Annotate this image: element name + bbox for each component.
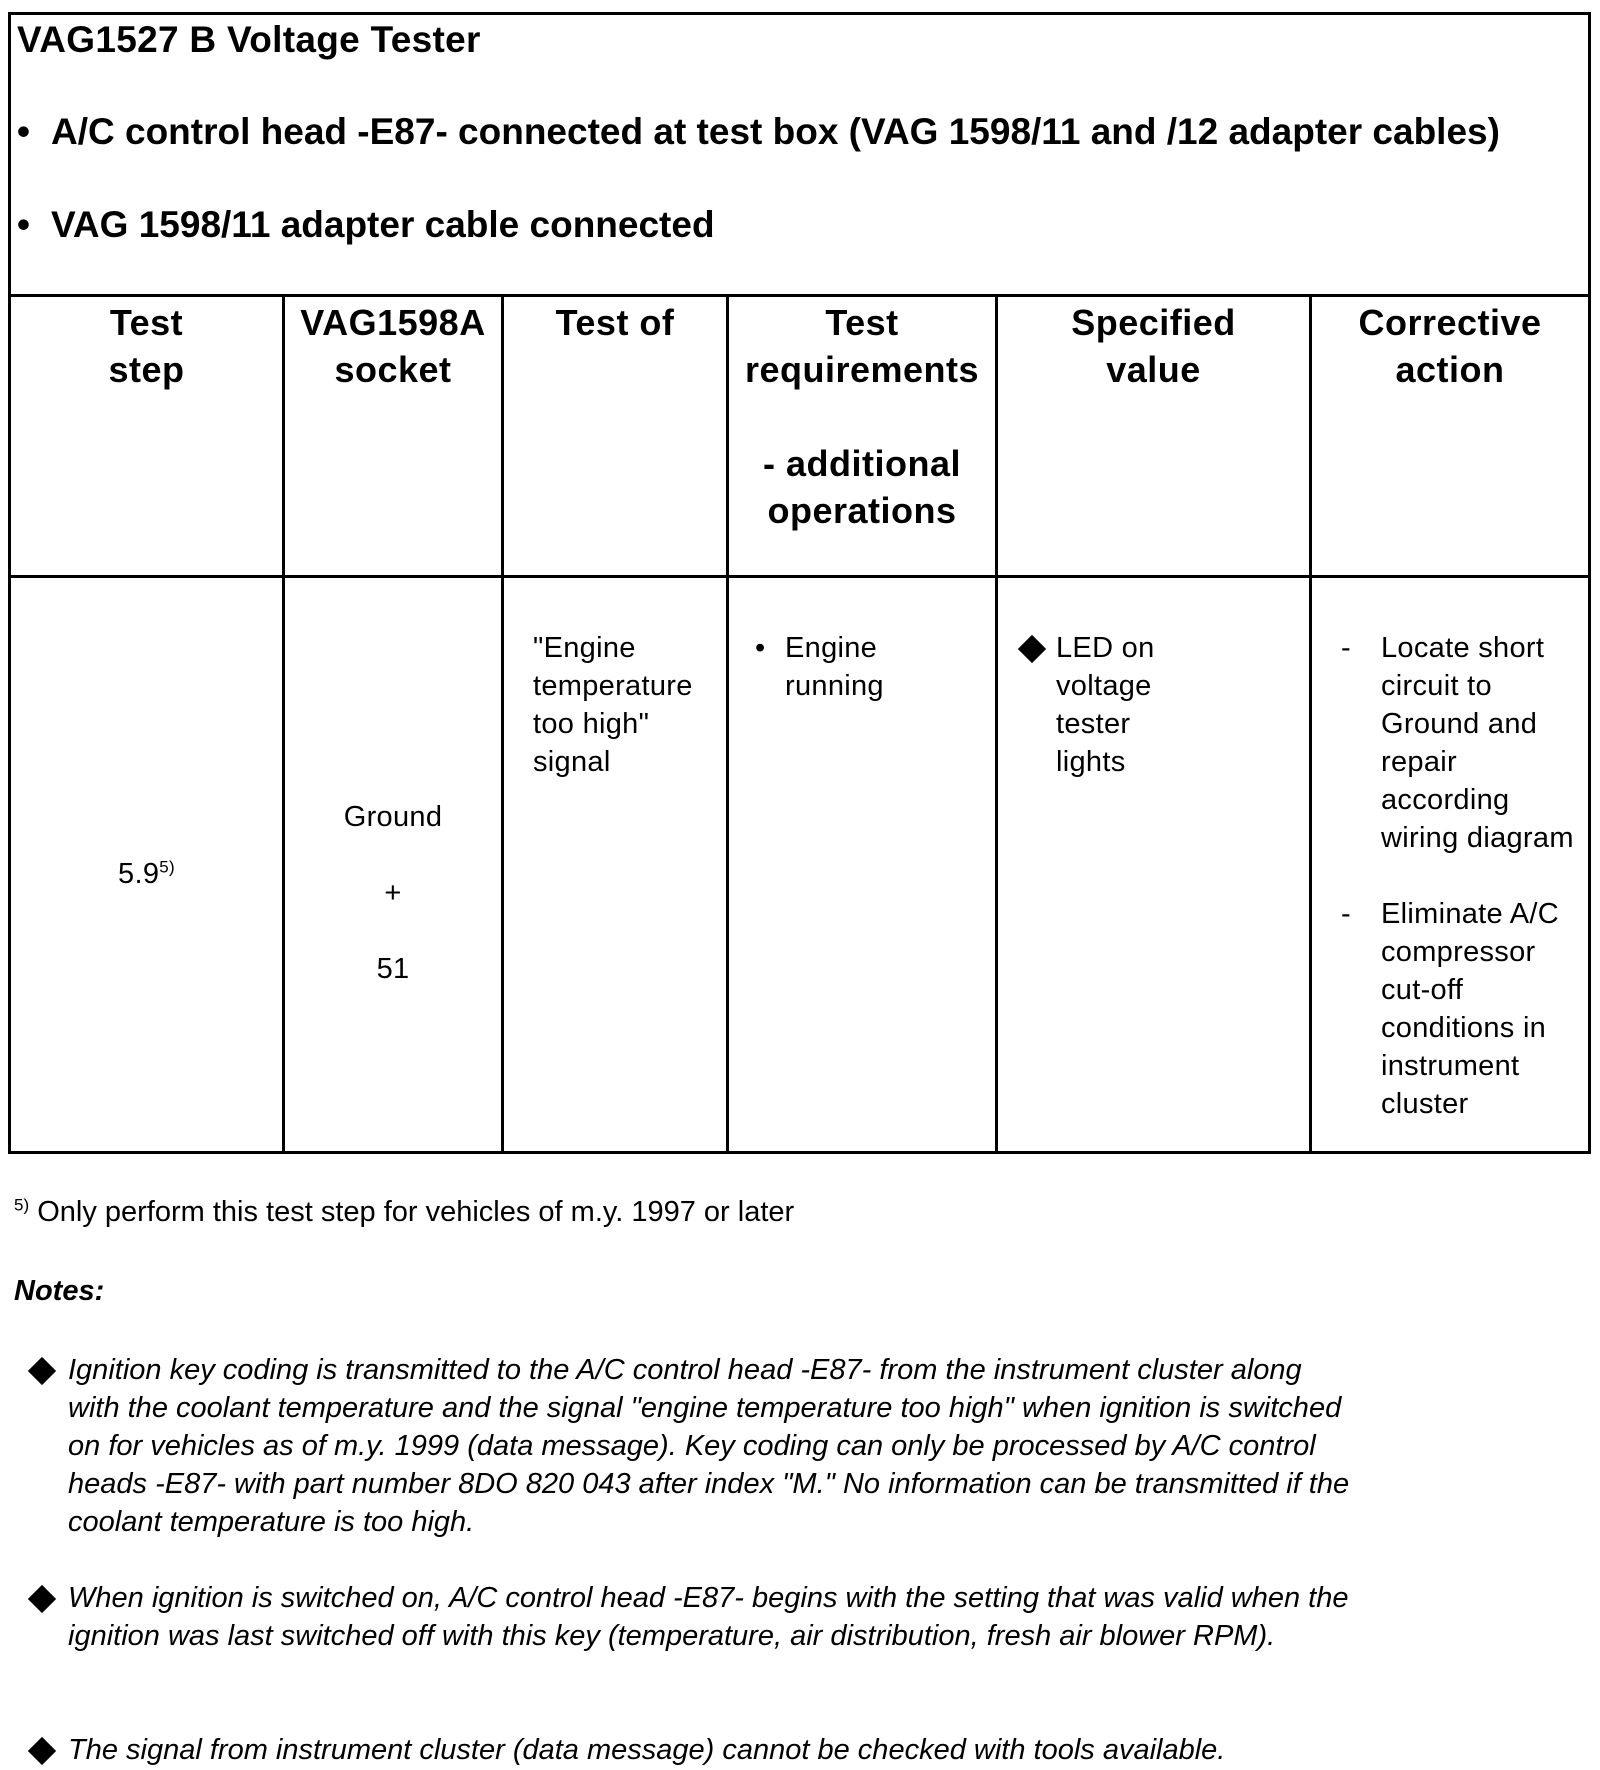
column-header-specified-value bbox=[998, 299, 1309, 393]
header-subtitle bbox=[729, 440, 995, 534]
header-line: socket bbox=[334, 349, 452, 390]
corrective-line: Eliminate A/C bbox=[1381, 898, 1559, 930]
bullet-icon: • bbox=[755, 632, 766, 664]
column-divider bbox=[282, 297, 285, 1151]
cell-requirements bbox=[755, 629, 991, 705]
note-item bbox=[30, 1579, 1360, 1655]
cell-socket bbox=[285, 779, 501, 1007]
diamond-bullet-icon bbox=[1018, 635, 1046, 663]
column-header-corrective-action bbox=[1312, 299, 1588, 393]
specified-item bbox=[1019, 629, 1305, 781]
corrective-line: Locate short bbox=[1381, 632, 1545, 664]
cell-corrective-action bbox=[1341, 629, 1591, 1123]
corrective-line: cut-off bbox=[1381, 974, 1464, 1006]
header-line: - additional bbox=[763, 443, 961, 484]
header-line: operations bbox=[767, 490, 957, 531]
header-line: action bbox=[1395, 349, 1505, 390]
footnote bbox=[14, 1196, 794, 1229]
specified-line: tester bbox=[1056, 708, 1131, 740]
header-line: Test bbox=[109, 302, 184, 343]
bullet-icon: • bbox=[17, 204, 30, 245]
header-line: requirements bbox=[744, 349, 980, 390]
corrective-line: cluster bbox=[1381, 1088, 1469, 1120]
test-table bbox=[11, 297, 1588, 1151]
socket-line: 51 bbox=[376, 953, 410, 985]
test-table-frame bbox=[8, 12, 1591, 1154]
cell-specified-value bbox=[1019, 629, 1305, 781]
test-of-line: signal bbox=[533, 746, 611, 778]
column-divider bbox=[995, 297, 998, 1151]
footnote-text: Only perform this test step for vehicles of m.y. 1997 or later bbox=[37, 1196, 795, 1228]
note-text: The signal from instrument cluster (data message) cannot be checked with tools available. bbox=[68, 1734, 1226, 1766]
test-of-line: "Engine bbox=[533, 632, 636, 664]
column-header-test-of bbox=[504, 299, 726, 346]
corrective-line: Ground and bbox=[1381, 708, 1538, 740]
requirement-line: running bbox=[785, 670, 884, 702]
test-of-line: too high" bbox=[533, 708, 650, 740]
column-header-socket bbox=[285, 299, 501, 393]
corrective-line: according bbox=[1381, 784, 1510, 816]
column-divider bbox=[1309, 297, 1312, 1151]
header-bullet-text: A/C control head -E87- connected at test box (VAG 1598/11 and /12 adapter cables) bbox=[51, 111, 1500, 152]
column-header-requirements bbox=[729, 299, 995, 534]
bullet-icon: • bbox=[17, 111, 30, 152]
note-item bbox=[30, 1731, 1360, 1769]
corrective-line: repair bbox=[1381, 746, 1457, 778]
header-line: Specified bbox=[1071, 302, 1236, 343]
requirement-item bbox=[755, 629, 991, 705]
header-line: Test bbox=[825, 302, 899, 343]
specified-line: lights bbox=[1056, 746, 1126, 778]
test-step-number: 5.9 bbox=[118, 858, 160, 890]
socket-line: Ground bbox=[343, 801, 443, 833]
notes-title: Notes: bbox=[14, 1275, 105, 1307]
cell-test-step bbox=[11, 855, 282, 893]
header-line: step bbox=[108, 349, 185, 390]
specified-line: LED on bbox=[1056, 632, 1155, 664]
header-row-divider bbox=[11, 575, 1588, 578]
note-text: Ignition key coding is transmitted to the A/C control head -E87- from the instrument cluster along with the coolant temperature and the signal "engine temperature too high" when ignition is switched on for vehicles as of m.y. 1999 (data message). Key coding can only be processed by A/C control heads -E87- with part number 8DO 820 043 after index "M." No information can be transmitted if the coolant temperature is too high. bbox=[68, 1354, 1350, 1538]
diamond-bullet-icon bbox=[28, 1737, 56, 1765]
header-bullet-1 bbox=[17, 111, 1500, 153]
header-bullet-2 bbox=[17, 204, 715, 246]
header-line: Corrective bbox=[1358, 302, 1542, 343]
corrective-line: circuit to bbox=[1381, 670, 1492, 702]
header-line: value bbox=[1106, 349, 1201, 390]
column-divider bbox=[501, 297, 504, 1151]
diamond-bullet-icon bbox=[28, 1357, 56, 1385]
tester-title: VAG1527 B Voltage Tester bbox=[17, 19, 481, 60]
dash-icon: - bbox=[1341, 632, 1351, 664]
note-text: When ignition is switched on, A/C control head -E87- begins with the setting that was valid when the ignition was last switched off with this key (temperature, air distribution, fresh air blower RPM). bbox=[68, 1582, 1349, 1652]
corrective-line: instrument bbox=[1381, 1050, 1520, 1082]
corrective-item bbox=[1341, 895, 1591, 1123]
note-item bbox=[30, 1351, 1360, 1541]
corrective-line: compressor bbox=[1381, 936, 1536, 968]
corrective-item bbox=[1341, 629, 1591, 857]
corrective-line: conditions in bbox=[1381, 1012, 1547, 1044]
table-header-block bbox=[11, 15, 1588, 297]
footnote-marker: 5) bbox=[159, 857, 175, 877]
header-line: Test of bbox=[555, 302, 675, 343]
diamond-bullet-icon bbox=[28, 1585, 56, 1613]
footnote-marker: 5) bbox=[14, 1195, 30, 1215]
header-bullet-text: VAG 1598/11 adapter cable connected bbox=[51, 204, 715, 245]
cell-test-of bbox=[533, 629, 723, 781]
test-of-line: temperature bbox=[533, 670, 693, 702]
corrective-line: wiring diagram bbox=[1381, 822, 1574, 854]
column-header-test-step bbox=[11, 299, 282, 393]
header-line: VAG1598A bbox=[300, 302, 486, 343]
socket-line: + bbox=[384, 877, 402, 909]
dash-icon: - bbox=[1341, 898, 1351, 930]
specified-line: voltage bbox=[1056, 670, 1152, 702]
requirement-line: Engine bbox=[785, 632, 878, 664]
